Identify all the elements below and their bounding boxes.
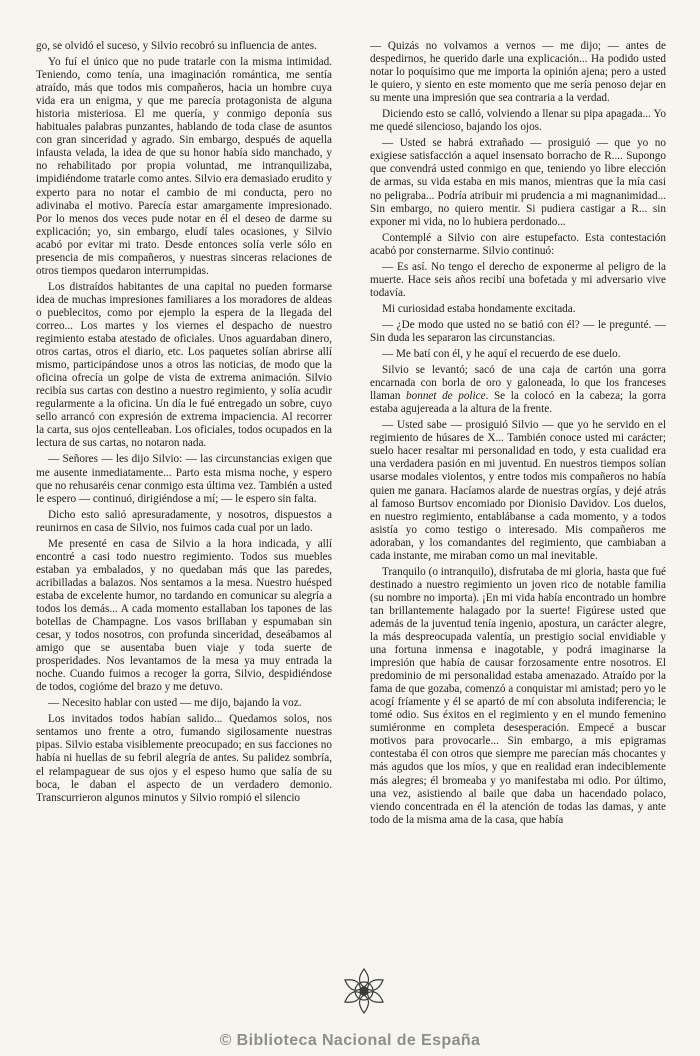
paragraph: — Señores — les dijo Silvio: — las circunstancias exigen que me ausente inmediatamente... Parto esta misma noche, y espero que no rehusaréis cenar conmigo esta última vez. También a usted le espero — continuó, dirigiéndose a mí; — le espero sin falta.: [36, 453, 332, 505]
paragraph: — Necesito hablar con usted — me dijo, bajando la voz.: [48, 697, 302, 710]
paragraph: Contemplé a Silvio con aire estupefacto. Esta contestación acabó por consternarme. Silvio continuó:: [370, 231, 666, 257]
paragraph: [370, 364, 666, 416]
italic-term: bonnet de police: [406, 390, 486, 403]
paragraph: Diciendo esto se calló, volviendo a llenar su pipa apagada... Yo me quedé silencioso, bajando los ojos.: [370, 108, 666, 134]
left-column: [36, 40, 332, 1025]
ornament-icon: [338, 965, 390, 1017]
paragraph: Dicho esto salió apresuradamente, y nosotros, dispuestos a reunirnos en casa de Silvio, nos fuimos cada cual por un lado.: [36, 508, 332, 534]
paragraph: go, se olvidó el suceso, y Silvio recobró su influencia de antes.: [36, 40, 317, 52]
paragraph: — Quizás no volvamos a vernos — me dijo; — antes de despedirnos, he querido darle una explicación... Ha podido usted notar lo poquísimo que me importa la opinión ajena; pero a usted le quiero, y siento en este momento que me sería penoso dejar en su mente una impresión que sea contraria a la verdad.: [370, 40, 666, 105]
paragraph: — Me batí con él, y he aquí el recuerdo de ese duelo.: [382, 348, 621, 361]
text-columns: [36, 40, 666, 1025]
paragraph: Yo fuí el único que no pude tratarle con la misma intimidad. Teniendo, como tenía, una imaginación romántica, me sentía atraído, más que todos mis compañeros, hacia un hombre cuya vida era un enigma, y que me parecía protagonista de alguna historia misteriosa. El me quería, y conmigo deponía sus habituales palabras punzantes, hablando de toda clase de asuntos con gran sinceridad y agrado. Sin embargo, después de aquella infausta velada, la idea de que su honor había sido manchado, y no rehabilitado por propia voluntad, me intranquilizaba, impidiéndome tratarle como antes. Silvio era demasiado erudito y experto para no notar el cambio de mi conducta, pero no adivinaba el motivo. Parecía estar amargamente impresionado. Por lo menos dos veces pude notar en él el deseo de darme su explicación; yo, sin embargo, eludí tales ocasiones, y Silvio acabó por evitar mi trato. Desde entonces solía verle sólo en presencia de mis compañeros, y nuestras sinceras relaciones de otros tiempos quedaron interrumpidas.: [36, 56, 332, 277]
paragraph: — ¿De modo que usted no se batió con él? — le pregunté. — Sin duda les separaron las circunstancias.: [370, 318, 666, 344]
paragraph: — Es así. No tengo el derecho de exponerme al peligro de la muerte. Hace seis años recibí una bofetada y mi adversario vive todavía.: [370, 260, 666, 299]
paragraph: — Usted sabe — prosiguió Silvio — que yo he servido en el regimiento de húsares de X... También conoce usted mi carácter; suelo hacer resaltar mi personalidad en todo, y esta cualidad era una verdadera pasión en mi juventud. En nuestros tiempos solían usarse modales violentos, y entre todos mis compañeros no había quien me ganara. Hacíamos alarde de nuestras orgías, y dejé atrás al famoso Burtsov encomiado por Dionisio Davidov. Los duelos, en nuestro regimiento, entablábanse a cada momento, y a todos asistía yo como testigo o interesado. Mis compañeros me adoraban, y los comandantes del regimiento, que cambiaban a cada instante, me miraban como un mal inevitable.: [370, 419, 666, 562]
paragraph: Los invitados todos habían salido... Quedamos solos, nos sentamos uno frente a otro, fumando sigilosamente nuestras pipas. Silvio estaba visiblemente preocupado; en sus facciones no había ni huellas de su febril alegría de antes. Su palidez sombría, el relampaguear de sus ojos y el espeso humo que salía de su boca, le daban el aspecto de un verdadero demonio. Transcurrieron algunos minutos y Silvio rompió el silencio: [36, 713, 332, 804]
paragraph: Tranquilo (o intranquilo), disfrutaba de mi gloria, hasta que fué destinado a nuestro regimiento un joven rico de notable familia (su nombre no importa). ¡En mi vida había encontrado un hombre tan brillantemente halagado por la suerte! Figúrese usted que además de la juventud tenía ingenio, apostura, un carácter alegre, la más despreocupada valentía, un prestigio social envidiable y una fortuna inmensa e inagotable, y podrá imaginarse la impresión que había de causar forzosamente entre nosotros. El predominio de mi personalidad estaba amenazado. Atraído por la fama de que gozaba, comenzó a conquistar mi amistad; pero yo le acogí fríamente y él se apartó de mí con absoluta indiferencia; le tomé odio. Sus éxitos en el regimiento y en el mundo femenino sumiéronme en completa desesperación. Empecé a buscar motivos para provocarle... Sin embargo, a mis epigramas contestaba él con otros que siempre me parecían más chocantes y más agudos que los míos, y que en realidad eran indeciblemente más alegres; él bromeaba y yo manifestaba mi odio. Por último, una vez, asistiendo al baile que daba un hacendado polaco, viendo concentrada en él la atención de todas las damas, y ante todo de la misma ama de la casa, que había: [370, 565, 666, 826]
paragraph: Mi curiosidad estaba hondamente excitada.: [382, 302, 576, 315]
text-run: . Se la colocó en la cabeza; la gorra estaba agujereada a la altura de la frente.: [370, 390, 666, 416]
copyright-footer: © Biblioteca Nacional de España: [219, 1032, 481, 1049]
paragraph: — Usted se habrá extrañado — prosiguió — que yo no exigiese satisfacción a aquel insensato borracho de R.... Supongo que convendrá usted conmigo en que, teniendo yo libre elección de armas, su vida estaba en mis manos, mientras que la mía casi no peligraba... Podría atribuir mi prudencia a mi magnanimidad... Sin embargo, no quiero mentir. Si pudiera castigar a R... sin exponer mi vida, no lo hubiera perdonado...: [370, 137, 666, 228]
paragraph: Los distraídos habitantes de una capital no pueden formarse idea de muchas impresiones familiares a los moradores de aldeas o pueblecitos, como por ejemplo la espera de la llegada del correo... Los martes y los viernes el despacho de nuestro regimiento estaba atestado de oficiales. Unos aguardaban dinero, otros cartas, otros el diario, etc. Los paquetes solían abrirse allí mismo, participándose unos a otros las noticias, de modo que la oficina ofrecía un golpe de vista de extrema animación. Silvio recibía sus cartas con destino a nuestro regimiento, y solía acudir regularmente a la oficina. Un día le fué entregado un sobre, cuyo sello arrancó con expresión de extrema impaciencia. Al recorrer la carta, sus ojos centelleaban. Los oficiales, todos ocupados en la lectura de sus cartas, no notaron nada.: [36, 280, 332, 450]
text-run: Silvio se levantó; sacó de una caja de cartón una gorra encarnada con borla de oro y galoneada, lo que los franceses llaman: [370, 364, 666, 403]
right-column: [370, 40, 666, 1025]
paragraph: Me presenté en casa de Silvio a la hora indicada, y allí encontré a casi todo nuestro regimiento. Todos sus muebles estaban ya embalados, y no quedaban más que las paredes, acribilladas a balazos. Nos sentamos a la mesa. Nuestro huésped estaba de excelente humor, no tardando en comunicar su alegría a todos los demás... A cada momento estallaban los tapones de las botellas de Champagne. Los vasos brillaban y espumaban sin cesar, y todos nosotros, con profunda sinceridad, deseábamos al amigo que se ausentaba buen viaje y toda suerte de prosperidades. Nos levantamos de la mesa ya muy entrada la noche. Cuando fuimos a recoger la gorra, Silvio, despidiéndose de todos, cogióme del brazo y me detuvo.: [36, 537, 332, 694]
